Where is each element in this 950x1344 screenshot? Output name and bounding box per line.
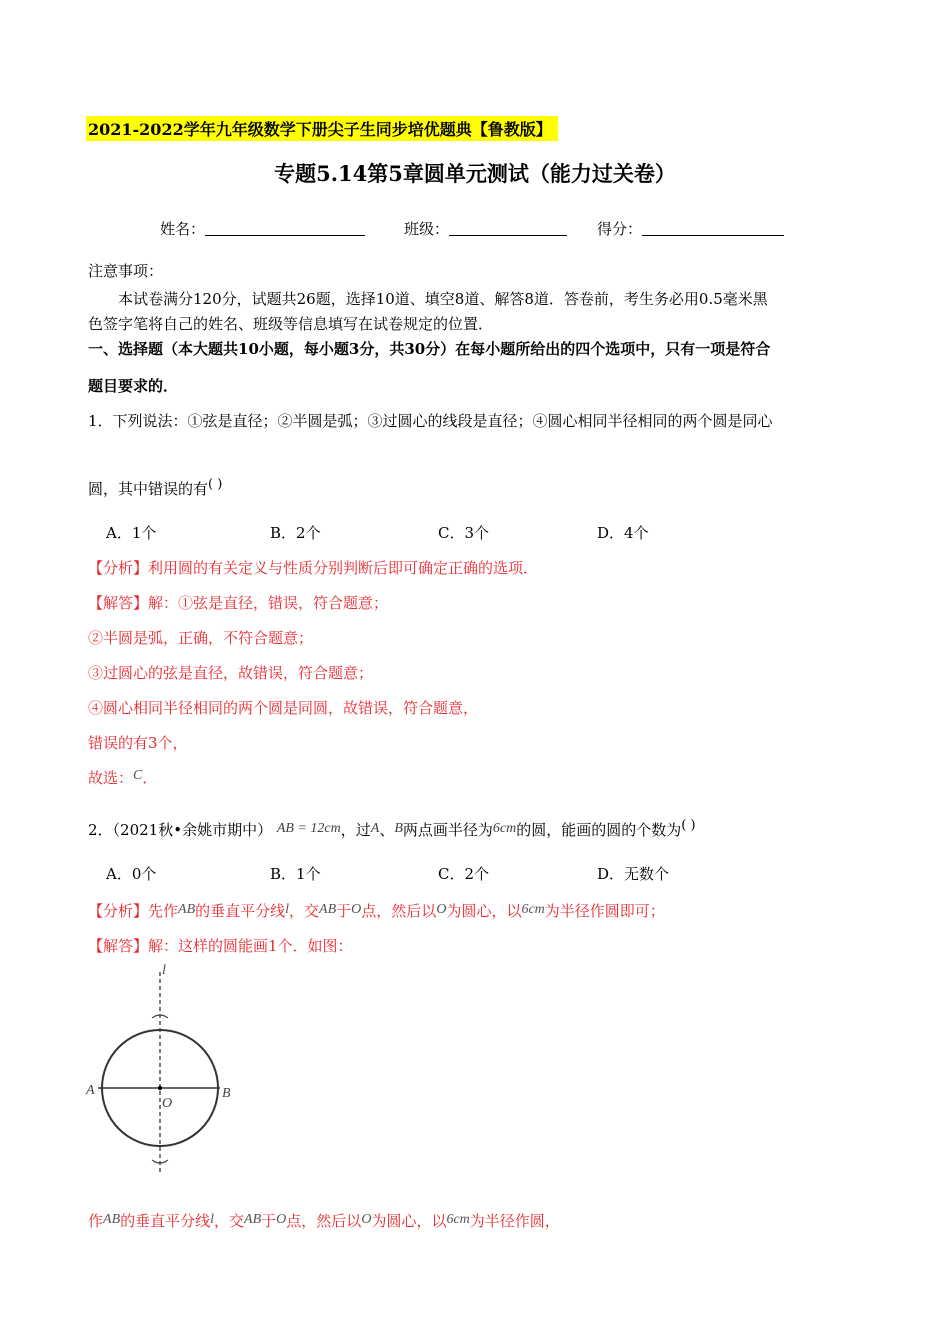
q1-stem-line-2 xyxy=(88,477,222,499)
label-a: A xyxy=(86,1083,95,1098)
q1-choose-suffix: ． xyxy=(142,769,158,787)
q2-final-ab: AB xyxy=(103,1212,121,1227)
q1-option-c[interactable]: C．3个 xyxy=(438,524,490,542)
q2-analysis-o2: O xyxy=(436,902,447,917)
q2-analysis-ab: AB xyxy=(178,902,196,917)
q2-point-b: B xyxy=(394,821,403,836)
q2-text-1: ，过 xyxy=(340,821,371,839)
q2-final-t5: 点，然后以 xyxy=(286,1212,362,1230)
q2-text-4: 的圆，能画的圆的个数为 xyxy=(516,821,682,839)
q1-stem-line-1: 1．下列说法：①弦是直径；②半圆是弧；③过圆心的线段是直径；④圆心相同半径相同的两个圆是同心 xyxy=(88,412,773,430)
name-label: 姓名： xyxy=(160,220,206,238)
q1-solution-line-4: ④圆心相同半径相同的两个圆是同圆，故错误，符合题意， xyxy=(88,699,479,717)
score-label: 得分： xyxy=(597,220,643,238)
q2-final-r: 6cm xyxy=(446,1212,470,1227)
q1-analysis: 【分析】利用圆的有关定义与性质分别判断后即可确定正确的选项． xyxy=(88,559,539,577)
q1-choose-answer: C xyxy=(133,768,143,783)
q2-option-d[interactable]: D．无数个 xyxy=(597,865,670,883)
label-l: l xyxy=(162,963,166,978)
q2-analysis xyxy=(88,900,665,921)
q2-answer-paren: ( ) xyxy=(681,818,696,833)
q2-analysis-t2: 的垂直平分线 xyxy=(195,902,286,920)
q2-final-ab2: AB xyxy=(244,1212,262,1227)
circle-figure xyxy=(84,960,244,1175)
q2-analysis-t7: 为半径作圆即可； xyxy=(544,902,665,920)
q1-choose xyxy=(88,767,157,788)
name-field xyxy=(160,218,365,239)
q2-final-o: O xyxy=(276,1212,287,1227)
q2-analysis-t3: ，交 xyxy=(289,902,320,920)
section-heading-line-2: 题目要求的． xyxy=(88,377,179,395)
q2-option-a[interactable]: A．0个 xyxy=(106,865,157,883)
q1-solution-line-3: ③过圆心的弦是直径，故错误，符合题意； xyxy=(88,664,374,682)
q1-solution-line-5: 错误的有3个， xyxy=(88,734,188,752)
page-title: 专题5.14第5章圆单元测试（能力过关卷） xyxy=(274,161,676,186)
q1-stem-text: 圆，其中错误的有 xyxy=(88,480,209,498)
q2-final-t7: 为半径作圆， xyxy=(469,1212,560,1230)
q1-solution-line-1: 【解答】解：①弦是直径，错误，符合题意； xyxy=(88,594,389,612)
q2-final-t6: 为圆心，以 xyxy=(371,1212,447,1230)
q2-stem xyxy=(88,818,696,840)
q2-analysis-r: 6cm xyxy=(521,902,545,917)
q2-analysis-l: l xyxy=(285,902,290,917)
q2-analysis-ab2: AB xyxy=(319,902,337,917)
q2-final-t4: 于 xyxy=(261,1212,277,1230)
q2-point-a: A xyxy=(370,821,380,836)
center-point xyxy=(158,1086,162,1090)
label-o: O xyxy=(162,1096,173,1111)
q2-final-t3: ，交 xyxy=(214,1212,245,1230)
section-heading-line-1: 一、选择题（本大题共10小题，每小题3分，共30分）在每小题所给出的四个选项中，只有一项是符合 xyxy=(88,340,771,358)
class-field xyxy=(404,218,567,239)
q2-solution-line: 【解答】解：这样的圆能画1个．如图： xyxy=(88,937,353,955)
q2-final-t2: 的垂直平分线 xyxy=(120,1212,211,1230)
q1-option-d[interactable]: D．4个 xyxy=(597,524,649,542)
notice-line-2: 色签字笔将自己的姓名、班级等信息填写在试卷规定的位置． xyxy=(88,315,494,333)
q2-final-l: l xyxy=(210,1212,215,1227)
header-tag: 2021-2022学年九年级数学下册尖子生同步培优题典【鲁教版】 xyxy=(86,116,558,141)
q2-final-o2: O xyxy=(361,1212,372,1227)
q2-option-b[interactable]: B．1个 xyxy=(270,865,321,883)
q2-analysis-t5: 点，然后以 xyxy=(361,902,437,920)
class-label: 班级： xyxy=(404,220,450,238)
label-b: B xyxy=(222,1086,231,1101)
q2-option-c[interactable]: C．2个 xyxy=(438,865,490,883)
q1-answer-paren: ( ) xyxy=(208,477,223,492)
q1-option-a[interactable]: A．1个 xyxy=(106,524,157,542)
notice-heading: 注意事项： xyxy=(88,262,164,280)
q1-option-b[interactable]: B．2个 xyxy=(270,524,321,542)
q2-analysis-t6: 为圆心，以 xyxy=(446,902,522,920)
q2-text-2: 、 xyxy=(379,821,395,839)
name-blank[interactable] xyxy=(205,221,365,236)
q2-final-t1: 作 xyxy=(88,1212,104,1230)
q1-choose-prefix: 故选： xyxy=(88,769,134,787)
q1-solution-line-2: ②半圆是弧，正确，不符合题意； xyxy=(88,629,314,647)
q2-prefix: 2．（2021秋•余姚市期中） xyxy=(88,821,273,839)
q2-radius: 6cm xyxy=(492,821,517,836)
score-blank[interactable] xyxy=(642,221,784,236)
q2-final-line xyxy=(88,1210,560,1231)
score-field xyxy=(597,218,784,239)
q2-analysis-t1: 【分析】先作 xyxy=(88,902,179,920)
q2-analysis-t4: 于 xyxy=(336,902,352,920)
q2-analysis-o: O xyxy=(351,902,362,917)
q2-text-3: 两点画半径为 xyxy=(402,821,493,839)
class-blank[interactable] xyxy=(449,221,567,236)
notice-line-1: 本试卷满分120分，试题共26题，选择10道、填空8道、解答8道．答卷前，考生务必用0.5毫米黑 xyxy=(118,290,768,308)
q2-ab-equation: AB = 12cm xyxy=(276,821,341,836)
